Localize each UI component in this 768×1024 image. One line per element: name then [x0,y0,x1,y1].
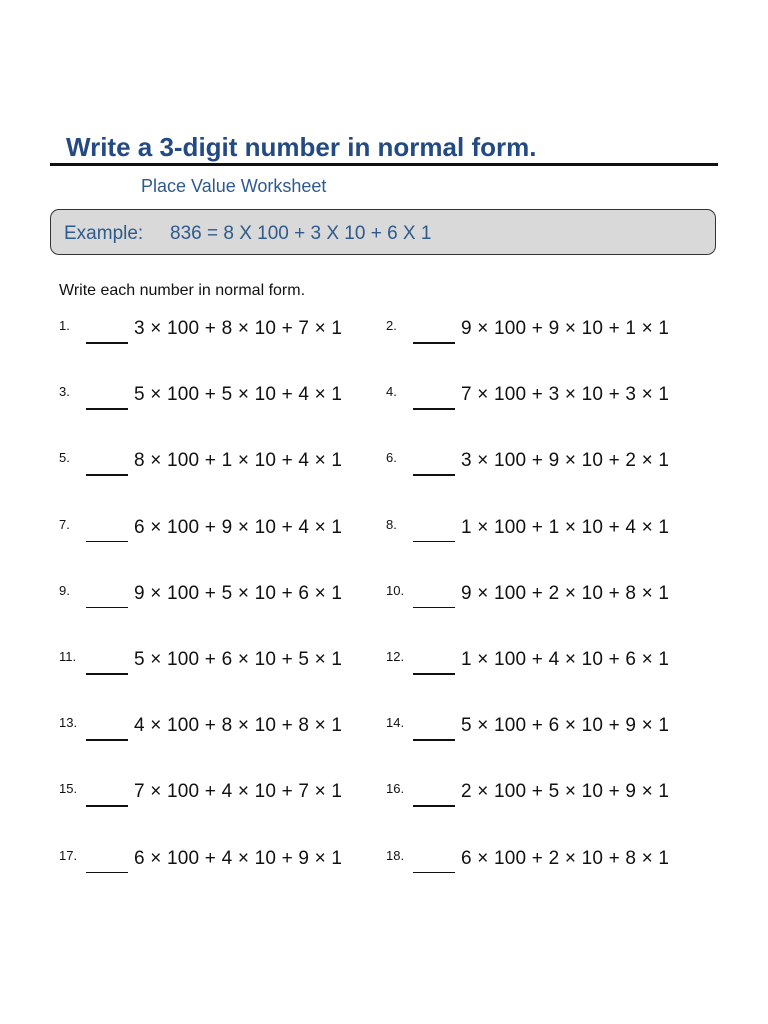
problem-item [59,318,379,358]
answer-blank[interactable] [86,541,128,543]
answer-blank[interactable] [86,607,128,609]
problem-number: 3. [59,384,70,400]
problem-number: 7. [59,516,70,532]
problem-number: 14. [386,715,405,731]
answer-blank[interactable] [413,673,455,675]
problem-item [59,583,379,623]
problem-expression: 9 × 100 + 9 × 10 + 1 × 1 [461,318,670,339]
problem-item [59,848,379,888]
answer-blank[interactable] [86,739,128,741]
problem-item [59,649,379,689]
answer-blank[interactable] [413,342,455,344]
problem-number: 2. [386,318,397,333]
problem-number: 4. [386,384,397,400]
example-box [50,209,716,255]
answer-blank[interactable] [413,408,455,410]
problem-item [386,848,706,888]
problem-expression: 2 × 100 + 5 × 10 + 9 × 1 [461,781,670,803]
problem-item [59,450,379,490]
problem-number: 8. [386,516,397,532]
problem-expression: 5 × 100 + 5 × 10 + 4 × 1 [134,384,343,406]
problem-expression: 5 × 100 + 6 × 10 + 9 × 1 [461,715,670,737]
problem-number: 9. [59,582,70,598]
problem-number: 10. [386,582,405,598]
example-equation: 836 = 8 X 100 + 3 X 10 + 6 X 1 [170,223,432,244]
problem-number: 12. [386,649,405,664]
answer-blank[interactable] [413,739,455,741]
problem-number: 6. [386,450,397,466]
answer-blank[interactable] [413,474,455,476]
problem-number: 15. [59,781,78,797]
answer-blank[interactable] [86,872,128,874]
problem-number: 5. [59,450,70,466]
problem-item [59,715,379,755]
worksheet-title: Write a 3-digit number in normal form. [66,132,537,162]
answer-blank[interactable] [86,342,128,344]
problem-expression: 8 × 100 + 1 × 10 + 4 × 1 [134,450,343,472]
answer-blank[interactable] [86,805,128,807]
instructions: Write each number in normal form. [59,282,306,299]
title-divider [50,163,718,166]
answer-blank[interactable] [413,805,455,807]
problem-expression: 7 × 100 + 3 × 10 + 3 × 1 [461,384,670,406]
problem-expression: 3 × 100 + 8 × 10 + 7 × 1 [134,318,343,339]
problem-number: 16. [386,781,405,797]
answer-blank[interactable] [413,872,455,874]
problem-expression: 5 × 100 + 6 × 10 + 5 × 1 [134,649,343,670]
problem-number: 11. [59,649,77,664]
example-label: Example: [64,223,144,244]
problem-item [59,781,379,821]
problem-item [386,583,706,623]
problem-number: 1. [59,318,70,333]
problem-expression: 9 × 100 + 5 × 10 + 6 × 1 [134,582,343,604]
problem-item [386,715,706,755]
problem-number: 13. [59,715,78,731]
problem-expression: 6 × 100 + 4 × 10 + 9 × 1 [134,847,343,869]
problem-item [59,517,379,557]
answer-blank[interactable] [413,541,455,543]
problem-item [386,318,706,358]
answer-blank[interactable] [86,673,128,675]
problem-number: 18. [386,847,405,863]
worksheet-subtitle: Place Value Worksheet [141,176,327,196]
problem-item [386,517,706,557]
problem-expression: 6 × 100 + 9 × 10 + 4 × 1 [134,516,343,538]
problem-item [386,781,706,821]
problem-expression: 3 × 100 + 9 × 10 + 2 × 1 [461,450,670,472]
problem-item [386,649,706,689]
answer-blank[interactable] [86,408,128,410]
problem-expression: 9 × 100 + 2 × 10 + 8 × 1 [461,582,670,604]
problem-item [386,384,706,424]
problem-expression: 4 × 100 + 8 × 10 + 8 × 1 [134,715,343,737]
problem-expression: 6 × 100 + 2 × 10 + 8 × 1 [461,847,670,869]
problem-item [386,450,706,490]
problem-expression: 7 × 100 + 4 × 10 + 7 × 1 [134,781,343,803]
answer-blank[interactable] [86,474,128,476]
problem-item [59,384,379,424]
problem-expression: 1 × 100 + 1 × 10 + 4 × 1 [461,516,670,538]
problem-number: 17. [59,847,78,863]
answer-blank[interactable] [413,607,455,609]
problem-expression: 1 × 100 + 4 × 10 + 6 × 1 [461,649,670,670]
